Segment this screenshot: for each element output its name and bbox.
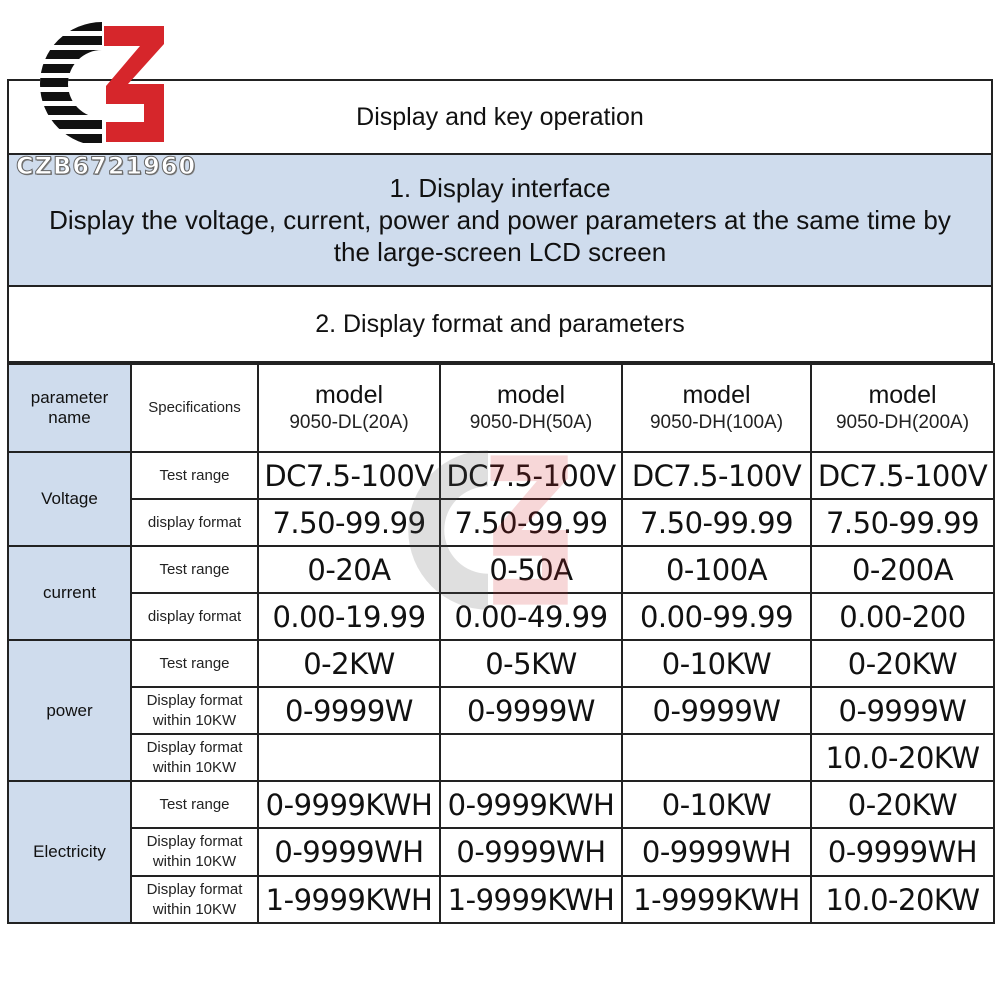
section1-description: Display the voltage, current, power and power parameters at the same time by the large-screen LCD screen [49, 205, 951, 267]
value-cell [622, 734, 811, 781]
value-cell: 1-9999KWH [622, 876, 811, 923]
value-cell: DC7.5-100V [258, 452, 440, 499]
display-format-section [7, 287, 993, 363]
section1-title: 1. Display interface [389, 173, 611, 203]
value-cell: 1-9999KWH [440, 876, 622, 923]
value-cell [258, 734, 440, 781]
value-cell: 0.00-200 [811, 593, 994, 640]
value-cell: 0-200A [811, 546, 994, 593]
brand-logo-text: CZB6721960 [16, 152, 197, 180]
brand-logo-icon [32, 14, 172, 154]
value-cell: 0-20KW [811, 781, 994, 828]
value-cell: 7.50-99.99 [622, 499, 811, 546]
value-cell: 0-9999WH [440, 828, 622, 876]
table-row [8, 546, 994, 593]
table-row [8, 640, 994, 687]
value-cell: 0-20A [258, 546, 440, 593]
value-cell: DC7.5-100V [440, 452, 622, 499]
param-name-cell: Electricity [8, 781, 131, 923]
spec-document [7, 79, 993, 924]
value-cell [440, 734, 622, 781]
table-row [8, 828, 994, 876]
value-cell: 0-9999WH [811, 828, 994, 876]
value-cell: DC7.5-100V [622, 452, 811, 499]
value-cell: 0-9999KWH [440, 781, 622, 828]
value-cell: 0-5KW [440, 640, 622, 687]
section2-title: 2. Display format and parameters [315, 309, 685, 338]
param-name-cell: power [8, 640, 131, 781]
spec-cell: Test range [131, 546, 258, 593]
table-row [8, 593, 994, 640]
spec-cell: Test range [131, 452, 258, 499]
value-cell: 0-50A [440, 546, 622, 593]
header-model-1: model 9050-DL(20A) [258, 364, 440, 452]
value-cell: 0-9999KWH [258, 781, 440, 828]
header-model-2: model 9050-DH(50A) [440, 364, 622, 452]
value-cell: 0.00-49.99 [440, 593, 622, 640]
value-cell: 10.0-20KW [811, 734, 994, 781]
value-cell: 0.00-99.99 [622, 593, 811, 640]
spec-cell: Display format within 10KW [131, 734, 258, 781]
table-row [8, 687, 994, 734]
value-cell: 0-10KW [622, 640, 811, 687]
value-cell: 7.50-99.99 [440, 499, 622, 546]
param-name-cell: current [8, 546, 131, 640]
value-cell: 0.00-19.99 [258, 593, 440, 640]
spec-cell: Display format within 10KW [131, 876, 258, 923]
table-header-row [8, 364, 994, 452]
value-cell: 0-10KW [622, 781, 811, 828]
value-cell: 0-9999W [440, 687, 622, 734]
value-cell: 0-9999W [258, 687, 440, 734]
header-specifications: Specifications [131, 364, 258, 452]
table-row [8, 734, 994, 781]
value-cell: 7.50-99.99 [811, 499, 994, 546]
value-cell: 0-100A [622, 546, 811, 593]
header-model-3: model 9050-DH(100A) [622, 364, 811, 452]
spec-cell: Test range [131, 781, 258, 828]
value-cell: 7.50-99.99 [258, 499, 440, 546]
value-cell: 0-2KW [258, 640, 440, 687]
value-cell: 0-9999W [622, 687, 811, 734]
value-cell: 10.0-20KW [811, 876, 994, 923]
value-cell: 1-9999KWH [258, 876, 440, 923]
spec-table [7, 363, 995, 924]
value-cell: 0-9999W [811, 687, 994, 734]
value-cell: 0-20KW [811, 640, 994, 687]
spec-cell: Display format within 10KW [131, 687, 258, 734]
table-row [8, 876, 994, 923]
table-row [8, 781, 994, 828]
value-cell: 0-9999WH [622, 828, 811, 876]
table-row [8, 499, 994, 546]
spec-cell: Test range [131, 640, 258, 687]
header-model-4: model 9050-DH(200A) [811, 364, 994, 452]
spec-cell: Display format within 10KW [131, 828, 258, 876]
header-param-name: parameter name [8, 364, 131, 452]
param-name-cell: Voltage [8, 452, 131, 546]
table-row [8, 452, 994, 499]
value-cell: 0-9999WH [258, 828, 440, 876]
value-cell: DC7.5-100V [811, 452, 994, 499]
spec-cell: display format [131, 499, 258, 546]
page-title-text: Display and key operation [356, 102, 644, 131]
spec-cell: display format [131, 593, 258, 640]
